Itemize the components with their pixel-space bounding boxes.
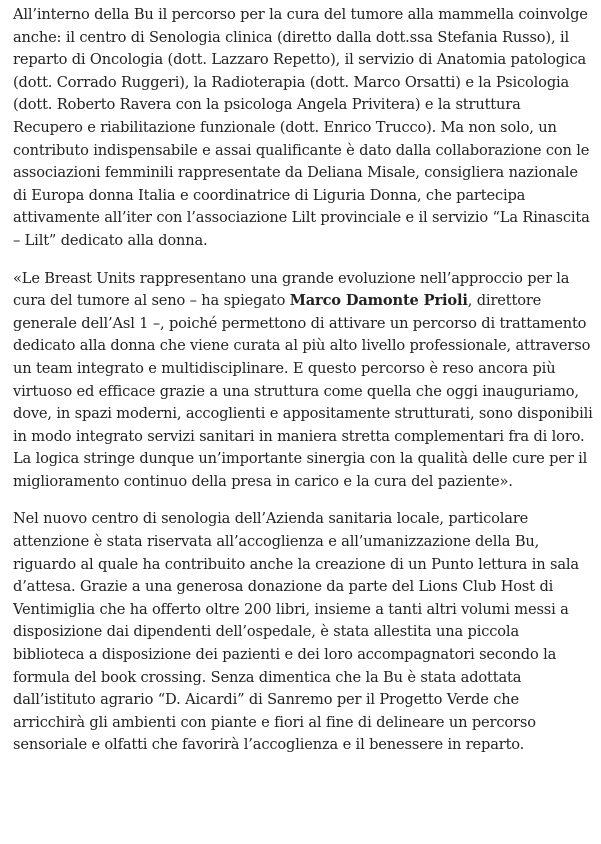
paragraph-senology-center: Nel nuovo centro di senologia dell’Azienda sanitaria locale, particolare attenzione è stata riservata all’accoglienza e all’umanizzazione della Bu, riguardo al quale ha contribuito anche la creazione di un Punto lettura in sala d’attesa. Grazie a una generosa donazione da parte del Lions Club Host di Ventimiglia che ha offerto oltre 200 libri, insieme a tanti altri volumi messi a disposizione dai dipendenti dell’ospedale, è stata allestita una piccola biblioteca a disposizione dei pazienti e dei loro accompagnatori secondo la formula del book crossing. Senza dimentica che la Bu è stata adottata dall’istituto agrario “D. Aicardi” di Sanremo per il Progetto Verde che arricchirà gli ambienti con piante e fiori al fine di delineare un percorso sensoriale e olfatti che favorirà l’accoglienza e il benessere in reparto.: [13, 510, 579, 754]
paragraph-breast-unit-team: All’interno della Bu il percorso per la cura del tumore alla mammella coinvolge anche: il centro di Senologia clinica (diretto dalla dott.ssa Stefania Russo), il reparto di Oncologia (dott. Lazzaro Repetto), il servizio di Anatomia patologica (dott. Corrado Ruggeri), la Radioterapia (dott. Marco Orsatti) e la Psicologia (dott. Roberto Ravera con la psicologa Angela Privitera) e la struttura Recupero e riabilitazione funzionale (dott. Enrico Trucco). Ma non solo, un contributo indispensabile e assai qualificante è dato dalla collaborazione con le associazioni femminili rappresentate da Deliana Misale, consigliera nazionale di Europa donna Italia e coordinatrice di Liguria Donna, che partecipa attivamente all’iter con l’associazione Lilt provinciale e il servizio “La Rinascita – Lilt” dedicato alla donna.: [13, 6, 590, 249]
quote-text-start: «Le Breast Units rappresentano una grande evoluzione nell’approccio per la cura del tumore al seno – ha spiegato: [13, 269, 570, 310]
quoted-person-name: Marco Damonte Prioli: [289, 292, 468, 310]
paragraph-quote-director: [13, 268, 593, 494]
quote-text-end: , direttore generale dell’Asl 1 –, poiché permettono di attivare un percorso di trattamento dedicato alla donna che viene curata al più alto livello professionale, attraverso un team integrato e multidisciplinare. E questo percorso è reso ancora più virtuoso ed efficace grazie a una struttura come quella che oggi inauguriamo, dove, in spazi moderni, accoglienti e appositamente strutturati, sono disponibili in modo integrato servizi sanitari in maniera stretta complementari fra di loro. La logica stringe dunque un’importante sinergia con la qualità delle cure per il miglioramento continuo della presa in carico e la cura del paziente».: [13, 292, 593, 490]
